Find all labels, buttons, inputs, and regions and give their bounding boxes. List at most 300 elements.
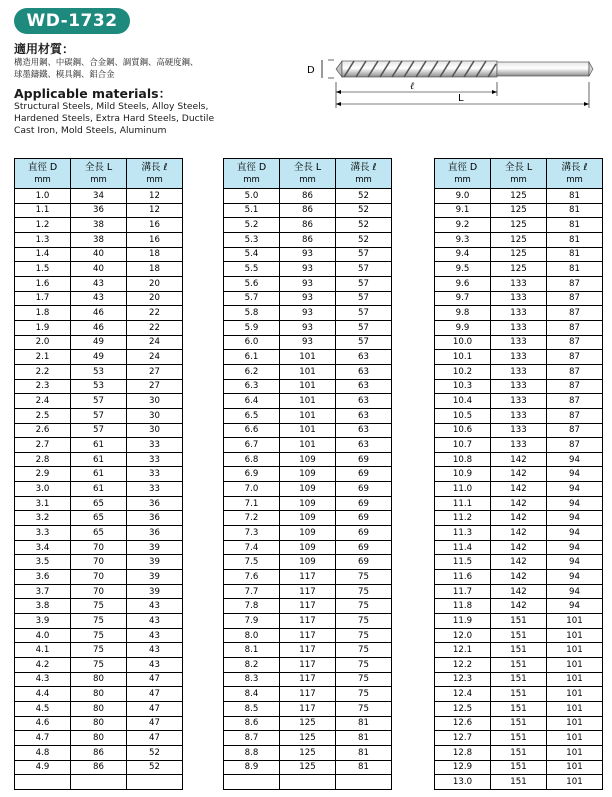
- overall-length-cell: 61: [71, 482, 127, 497]
- table-row: [224, 291, 392, 306]
- table-row: [15, 247, 183, 262]
- table-row: [224, 716, 392, 731]
- overall-length-cell: 117: [280, 643, 336, 658]
- overall-length-cell: 93: [280, 247, 336, 262]
- diameter-cell: 4.8: [15, 745, 71, 760]
- overall-length-cell: 117: [280, 614, 336, 629]
- table-row: [224, 350, 392, 365]
- flute-length-cell: 87: [547, 335, 603, 350]
- flute-length-cell: 24: [127, 350, 183, 365]
- diameter-cell: 1.2: [15, 218, 71, 233]
- diameter-cell: 5.4: [224, 247, 280, 262]
- diameter-cell: 8.4: [224, 687, 280, 702]
- diameter-cell: 6.0: [224, 335, 280, 350]
- table-row: [435, 775, 603, 790]
- overall-length-cell: 125: [491, 218, 547, 233]
- flute-length-cell: 101: [547, 745, 603, 760]
- flute-length-cell: 81: [547, 247, 603, 262]
- flute-length-cell: 94: [547, 540, 603, 555]
- flute-length-cell: 52: [127, 745, 183, 760]
- diameter-cell: 9.4: [435, 247, 491, 262]
- overall-length-cell: 133: [491, 276, 547, 291]
- diameter-cell: 8.1: [224, 643, 280, 658]
- overall-length-cell: 101: [280, 438, 336, 453]
- flute-length-cell: 87: [547, 394, 603, 409]
- flute-length-cell: 75: [336, 599, 392, 614]
- table-row: [224, 394, 392, 409]
- diameter-cell: 7.4: [224, 540, 280, 555]
- table-row: [15, 511, 183, 526]
- diameter-cell: 11.2: [435, 511, 491, 526]
- diameter-cell: 6.6: [224, 423, 280, 438]
- header-diameter: 直徑 D mm: [435, 159, 491, 189]
- flute-length-cell: 87: [547, 408, 603, 423]
- diameter-cell: 2.4: [15, 394, 71, 409]
- overall-length-cell: 133: [491, 379, 547, 394]
- table-row: [435, 716, 603, 731]
- overall-length-cell: 46: [71, 320, 127, 335]
- overall-length-cell: 75: [71, 628, 127, 643]
- table-row: [15, 614, 183, 629]
- flute-length-cell: 75: [336, 687, 392, 702]
- overall-length-cell: 133: [491, 306, 547, 321]
- table-row: [435, 306, 603, 321]
- overall-length-cell: 43: [71, 291, 127, 306]
- diameter-cell: 3.8: [15, 599, 71, 614]
- overall-length-cell: 151: [491, 760, 547, 775]
- diameter-cell: 12.9: [435, 760, 491, 775]
- diameter-cell: 5.6: [224, 276, 280, 291]
- table-row: [15, 218, 183, 233]
- overall-length-cell: 86: [71, 760, 127, 775]
- overall-length-cell: 151: [491, 716, 547, 731]
- diameter-cell: 5.5: [224, 262, 280, 277]
- table-row: [224, 701, 392, 716]
- flute-length-cell: 94: [547, 511, 603, 526]
- table-row: [435, 584, 603, 599]
- table-row: [224, 760, 392, 775]
- overall-length-cell: 117: [280, 658, 336, 673]
- overall-length-cell: 80: [71, 672, 127, 687]
- flute-length-cell: 57: [336, 276, 392, 291]
- overall-length-cell: 57: [71, 408, 127, 423]
- table-row: [224, 628, 392, 643]
- flute-length-cell: 75: [336, 658, 392, 673]
- flute-length-cell: 81: [336, 716, 392, 731]
- diameter-cell: 2.5: [15, 408, 71, 423]
- table-row: [15, 350, 183, 365]
- table-row: [435, 408, 603, 423]
- overall-length-cell: 49: [71, 350, 127, 365]
- flute-length-cell: 87: [547, 379, 603, 394]
- flute-length-cell: 43: [127, 628, 183, 643]
- flute-length-cell: 27: [127, 379, 183, 394]
- diameter-cell: 4.6: [15, 716, 71, 731]
- table-row: [224, 364, 392, 379]
- flute-length-cell: 101: [547, 760, 603, 775]
- table-row: [435, 760, 603, 775]
- header-flute-length: 溝長 ℓ mm: [127, 159, 183, 189]
- flute-length-cell: 94: [547, 570, 603, 585]
- diameter-cell: 11.1: [435, 496, 491, 511]
- table-row: [435, 291, 603, 306]
- overall-length-cell: 133: [491, 408, 547, 423]
- overall-length-cell: 125: [491, 247, 547, 262]
- flute-length-cell: 57: [336, 335, 392, 350]
- diameter-cell: 9.5: [435, 262, 491, 277]
- flute-length-cell: 43: [127, 658, 183, 673]
- overall-length-cell: 133: [491, 438, 547, 453]
- flute-length-cell: 75: [336, 701, 392, 716]
- flute-length-cell: 47: [127, 701, 183, 716]
- diameter-cell: 8.9: [224, 760, 280, 775]
- table-row: [435, 189, 603, 204]
- diameter-cell: 12.2: [435, 658, 491, 673]
- flute-length-cell: 69: [336, 467, 392, 482]
- diameter-cell: 12.3: [435, 672, 491, 687]
- overall-length-cell: 109: [280, 540, 336, 555]
- diameter-cell: 12.4: [435, 687, 491, 702]
- diameter-cell: 3.1: [15, 496, 71, 511]
- overall-length-cell: 151: [491, 731, 547, 746]
- flute-length-cell: 63: [336, 394, 392, 409]
- table-row: [435, 335, 603, 350]
- diameter-cell: 3.2: [15, 511, 71, 526]
- flute-length-cell: 81: [336, 760, 392, 775]
- overall-length-cell: 80: [71, 716, 127, 731]
- overall-length-cell: 117: [280, 570, 336, 585]
- flute-length-cell: 87: [547, 291, 603, 306]
- flute-length-cell: 18: [127, 247, 183, 262]
- flute-length-cell: 94: [547, 555, 603, 570]
- flute-length-cell: 39: [127, 555, 183, 570]
- diameter-cell: 6.8: [224, 452, 280, 467]
- flute-length-cell: 57: [336, 262, 392, 277]
- diameter-cell: 11.8: [435, 599, 491, 614]
- overall-length-cell: 75: [71, 614, 127, 629]
- table-row: [224, 203, 392, 218]
- flute-length-cell: 43: [127, 599, 183, 614]
- diameter-cell: 7.0: [224, 482, 280, 497]
- table-row: [224, 599, 392, 614]
- overall-length-cell: 70: [71, 570, 127, 585]
- overall-length-cell: 133: [491, 423, 547, 438]
- overall-length-cell: 93: [280, 262, 336, 277]
- header-flute-length: 溝長 ℓ mm: [547, 159, 603, 189]
- flute-length-cell: 39: [127, 584, 183, 599]
- diameter-cell: 3.7: [15, 584, 71, 599]
- flute-length-cell: 101: [547, 628, 603, 643]
- diameter-cell: 3.5: [15, 555, 71, 570]
- overall-length-cell: 43: [71, 276, 127, 291]
- diameter-cell: 2.8: [15, 452, 71, 467]
- diameter-cell: 6.5: [224, 408, 280, 423]
- diameter-cell: 10.5: [435, 408, 491, 423]
- diameter-cell: 7.9: [224, 614, 280, 629]
- diameter-cell: 10.3: [435, 379, 491, 394]
- flute-length-cell: 101: [547, 687, 603, 702]
- diameter-cell: 4.5: [15, 701, 71, 716]
- diameter-cell: 10.6: [435, 423, 491, 438]
- table-row: [435, 438, 603, 453]
- diameter-cell: 7.7: [224, 584, 280, 599]
- table-row: [435, 320, 603, 335]
- table-row: [15, 687, 183, 702]
- diameter-cell: 12.5: [435, 701, 491, 716]
- diameter-cell: 3.0: [15, 482, 71, 497]
- overall-length-cell: 117: [280, 584, 336, 599]
- diameter-cell: 7.8: [224, 599, 280, 614]
- flute-length-cell: 63: [336, 350, 392, 365]
- diameter-cell: 12.8: [435, 745, 491, 760]
- table-row: [15, 716, 183, 731]
- table-row: [15, 672, 183, 687]
- flute-length-cell: 47: [127, 672, 183, 687]
- diameter-cell: 4.1: [15, 643, 71, 658]
- flute-length-cell: 12: [127, 203, 183, 218]
- flute-length-cell: 87: [547, 364, 603, 379]
- overall-length-cell: 117: [280, 628, 336, 643]
- table-row: [224, 643, 392, 658]
- flute-length-cell: [336, 775, 392, 790]
- flute-length-cell: 75: [336, 643, 392, 658]
- table-row: [15, 701, 183, 716]
- table-row: [435, 511, 603, 526]
- overall-length-cell: 109: [280, 511, 336, 526]
- overall-length-cell: 80: [71, 687, 127, 702]
- diameter-cell: 1.9: [15, 320, 71, 335]
- overall-length-cell: 125: [280, 745, 336, 760]
- table-row: [435, 350, 603, 365]
- overall-length-cell: 101: [280, 350, 336, 365]
- diameter-cell: 2.3: [15, 379, 71, 394]
- flute-length-cell: 57: [336, 291, 392, 306]
- overall-length-cell: 151: [491, 687, 547, 702]
- overall-length-cell: 70: [71, 540, 127, 555]
- flute-length-cell: 18: [127, 262, 183, 277]
- overall-length-cell: 93: [280, 335, 336, 350]
- header-diameter: 直徑 D mm: [15, 159, 71, 189]
- header-overall-length: 全長 L mm: [491, 159, 547, 189]
- table-row: [224, 320, 392, 335]
- spec-table-3: [434, 158, 603, 790]
- table-row: [435, 452, 603, 467]
- overall-length-cell: 86: [280, 203, 336, 218]
- flute-length-cell: 81: [336, 745, 392, 760]
- overall-length-cell: 142: [491, 452, 547, 467]
- overall-length-cell: 86: [280, 189, 336, 204]
- overall-length-cell: 61: [71, 467, 127, 482]
- table-row: [15, 379, 183, 394]
- overall-length-cell: 109: [280, 496, 336, 511]
- flute-length-cell: 43: [127, 614, 183, 629]
- table-row: [15, 599, 183, 614]
- flute-length-cell: 81: [547, 218, 603, 233]
- flute-length-cell: 57: [336, 247, 392, 262]
- table-row: [224, 731, 392, 746]
- table-row: [224, 745, 392, 760]
- table-row: [435, 731, 603, 746]
- table-row: [224, 335, 392, 350]
- diameter-cell: 6.4: [224, 394, 280, 409]
- flute-length-cell: 87: [547, 438, 603, 453]
- overall-length-cell: 101: [280, 394, 336, 409]
- overall-length-cell: 133: [491, 335, 547, 350]
- table-row: [435, 745, 603, 760]
- diameter-cell: 11.4: [435, 540, 491, 555]
- diameter-cell: 2.9: [15, 467, 71, 482]
- diameter-cell: 1.3: [15, 232, 71, 247]
- table-row: [15, 364, 183, 379]
- flute-length-cell: 94: [547, 584, 603, 599]
- flute-length-cell: 101: [547, 614, 603, 629]
- diameter-cell: 8.2: [224, 658, 280, 673]
- flute-length-cell: 75: [336, 584, 392, 599]
- table-row: [224, 438, 392, 453]
- diameter-cell: [15, 775, 71, 790]
- diameter-cell: 12.6: [435, 716, 491, 731]
- diameter-cell: 9.7: [435, 291, 491, 306]
- header-overall-length: 全長 L mm: [280, 159, 336, 189]
- table-row: [435, 467, 603, 482]
- table-row: [224, 452, 392, 467]
- overall-length-cell: 151: [491, 701, 547, 716]
- flute-length-cell: 63: [336, 438, 392, 453]
- table-row: [15, 760, 183, 775]
- table-row: [15, 584, 183, 599]
- flute-length-cell: [127, 775, 183, 790]
- table-row: [15, 643, 183, 658]
- overall-length-cell: 151: [491, 643, 547, 658]
- table-row: [224, 247, 392, 262]
- overall-length-cell: 117: [280, 599, 336, 614]
- diameter-cell: 9.8: [435, 306, 491, 321]
- flute-length-cell: 75: [336, 672, 392, 687]
- flute-length-cell: 75: [336, 570, 392, 585]
- diameter-cell: 7.6: [224, 570, 280, 585]
- table-row: [15, 438, 183, 453]
- flute-length-cell: 33: [127, 452, 183, 467]
- diameter-cell: 4.4: [15, 687, 71, 702]
- overall-length-cell: 117: [280, 687, 336, 702]
- table-row: [15, 452, 183, 467]
- overall-length-cell: 142: [491, 540, 547, 555]
- flute-length-cell: 87: [547, 276, 603, 291]
- diameter-cell: 11.6: [435, 570, 491, 585]
- spec-table-2: [223, 158, 392, 790]
- flute-length-cell: 47: [127, 731, 183, 746]
- table-row: [15, 555, 183, 570]
- flute-length-cell: 39: [127, 540, 183, 555]
- overall-length-cell: 86: [280, 218, 336, 233]
- diameter-cell: 10.1: [435, 350, 491, 365]
- diameter-cell: 10.4: [435, 394, 491, 409]
- diameter-cell: 4.0: [15, 628, 71, 643]
- flute-length-cell: 101: [547, 716, 603, 731]
- diameter-cell: 10.0: [435, 335, 491, 350]
- table-row: [435, 701, 603, 716]
- table-row: [15, 496, 183, 511]
- diameter-cell: 9.3: [435, 232, 491, 247]
- table-row: [435, 379, 603, 394]
- header-diameter: 直徑 D mm: [224, 159, 280, 189]
- diameter-cell: 5.8: [224, 306, 280, 321]
- table-row: [435, 394, 603, 409]
- flute-length-cell: 69: [336, 555, 392, 570]
- flute-length-cell: 81: [547, 203, 603, 218]
- overall-length-cell: 109: [280, 482, 336, 497]
- overall-length-cell: 93: [280, 291, 336, 306]
- flute-length-cell: 39: [127, 570, 183, 585]
- table-row: [224, 467, 392, 482]
- table-row: [15, 189, 183, 204]
- diameter-cell: 1.7: [15, 291, 71, 306]
- table-row: [435, 599, 603, 614]
- overall-length-cell: 53: [71, 379, 127, 394]
- diameter-cell: 1.8: [15, 306, 71, 321]
- overall-length-cell: 142: [491, 584, 547, 599]
- diameter-cell: 10.9: [435, 467, 491, 482]
- overall-length-cell: 151: [491, 658, 547, 673]
- diameter-cell: 5.0: [224, 189, 280, 204]
- diameter-cell: 11.7: [435, 584, 491, 599]
- overall-length-cell: 125: [491, 203, 547, 218]
- flute-length-cell: 63: [336, 408, 392, 423]
- table-row: [435, 423, 603, 438]
- flute-length-cell: 63: [336, 379, 392, 394]
- overall-length-cell: 86: [280, 232, 336, 247]
- diameter-cell: 5.2: [224, 218, 280, 233]
- table-row: [15, 394, 183, 409]
- table-row: [224, 687, 392, 702]
- flute-length-cell: 22: [127, 306, 183, 321]
- table-row: [15, 482, 183, 497]
- flute-length-cell: 30: [127, 408, 183, 423]
- header-overall-length: 全長 L mm: [71, 159, 127, 189]
- materials-en-title: Applicable materials：: [14, 86, 172, 101]
- table-row: [435, 496, 603, 511]
- table-row: [435, 672, 603, 687]
- overall-length-cell: 70: [71, 584, 127, 599]
- overall-length-cell: 133: [491, 350, 547, 365]
- overall-length-cell: 133: [491, 364, 547, 379]
- diameter-cell: 8.6: [224, 716, 280, 731]
- diameter-cell: 9.9: [435, 320, 491, 335]
- diameter-cell: 11.9: [435, 614, 491, 629]
- flute-length-cell: 101: [547, 643, 603, 658]
- table-row: [15, 306, 183, 321]
- diameter-cell: 1.6: [15, 276, 71, 291]
- flute-length-cell: 47: [127, 687, 183, 702]
- table-row: [224, 570, 392, 585]
- overall-length-label: L: [458, 93, 464, 104]
- overall-length-cell: 80: [71, 701, 127, 716]
- flute-length-cell: 57: [336, 306, 392, 321]
- table-row: [435, 643, 603, 658]
- diameter-cell: 11.5: [435, 555, 491, 570]
- flute-length-cell: 36: [127, 511, 183, 526]
- overall-length-cell: 38: [71, 218, 127, 233]
- drill-bit-icon: [336, 61, 593, 77]
- overall-length-cell: 101: [280, 423, 336, 438]
- overall-length-cell: 65: [71, 526, 127, 541]
- flute-length-cell: 30: [127, 394, 183, 409]
- overall-length-cell: 101: [280, 379, 336, 394]
- flute-length-cell: 20: [127, 291, 183, 306]
- overall-length-cell: 142: [491, 482, 547, 497]
- flute-length-cell: 75: [336, 628, 392, 643]
- overall-length-cell: 40: [71, 247, 127, 262]
